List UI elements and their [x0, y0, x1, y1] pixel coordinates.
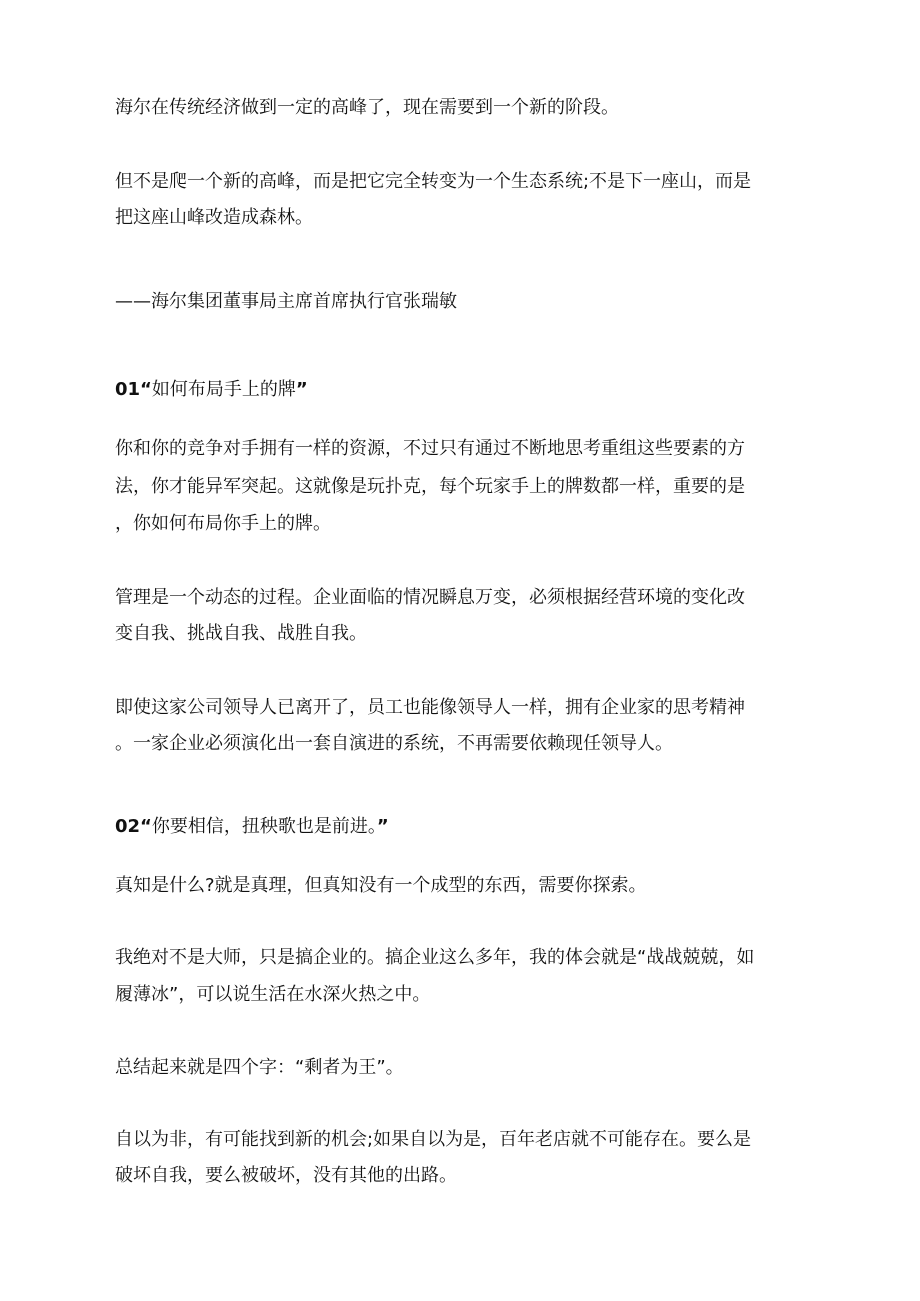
section-1-paragraph-1-line-1: 你和你的竞争对手拥有一样的资源，不过只有通过不断地思考重组这些要素的方	[115, 438, 745, 459]
section-1-title: 如何布局手上的牌	[151, 379, 296, 400]
intro-paragraph-1: 海尔在传统经济做到一定的高峰了，现在需要到一个新的阶段。	[115, 97, 619, 118]
quote-attribution: ——海尔集团董事局主席首席执行官张瑞敏	[115, 291, 457, 312]
section-2-paragraph-4-line-1: 自以为非，有可能找到新的机会;如果自以为是，百年老店就不可能存在。要么是	[115, 1129, 752, 1150]
section-1-paragraph-1-line-3: ，你如何布局你手上的牌。	[115, 513, 331, 534]
section-2-paragraph-4-line-2: 破坏自我，要么被破坏，没有其他的出路。	[115, 1165, 457, 1186]
section-2-paragraph-1: 真知是什么?就是真理，但真知没有一个成型的东西，需要你探索。	[115, 875, 647, 896]
section-1-paragraph-3-line-1: 即使这家公司领导人已离开了，员工也能像领导人一样，拥有企业家的思考精神	[115, 697, 745, 718]
section-2-title: 你要相信，扭秧歌也是前进。	[151, 816, 377, 837]
intro-paragraph-2-line-1: 但不是爬一个新的高峰，而是把它完全转变为一个生态系统;不是下一座山，而是	[115, 171, 752, 192]
section-2-close-quote: ”	[376, 816, 389, 837]
section-1-paragraph-2-line-1: 管理是一个动态的过程。企业面临的情况瞬息万变，必须根据经营环境的变化改	[115, 587, 745, 608]
section-2-paragraph-3: 总结起来就是四个字：“剩者为王”。	[115, 1057, 404, 1078]
section-2-paragraph-2-line-1: 我绝对不是大师，只是搞企业的。搞企业这么多年，我的体会就是“战战兢兢，如	[115, 947, 755, 968]
section-1-number: 01“	[115, 379, 152, 400]
section-1-heading	[115, 378, 815, 402]
section-2-heading	[115, 815, 815, 839]
section-1-paragraph-1-line-2: 法，你才能异军突起。这就像是玩扑克，每个玩家手上的牌数都一样，重要的是	[115, 476, 745, 497]
section-2-number: 02“	[115, 816, 152, 837]
section-1-close-quote: ”	[295, 379, 308, 400]
intro-paragraph-2-line-2: 把这座山峰改造成森林。	[115, 207, 313, 228]
section-1-paragraph-3-line-2: 。一家企业必须演化出一套自演进的系统，不再需要依赖现任领导人。	[115, 733, 673, 754]
section-2-paragraph-2-line-2: 履薄冰”，可以说生活在水深火热之中。	[115, 984, 431, 1005]
section-1-paragraph-2-line-2: 变自我、挑战自我、战胜自我。	[115, 623, 367, 644]
